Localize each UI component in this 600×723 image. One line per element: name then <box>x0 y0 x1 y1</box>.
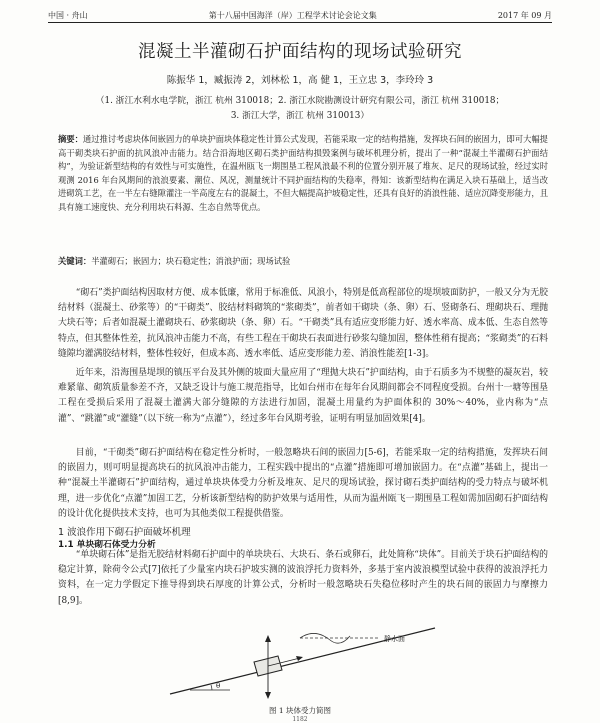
figure-caption: 图 1 块体受力简图 <box>268 706 332 715</box>
header-rule <box>48 22 552 23</box>
abstract-text: 通过推讨考虑块体间嵌固力的单块护面块体稳定性计算公式发现，若能采取一定的结构措施，发挥块石间的嵌固力，即可大幅提高干砌类块石护面的抗风浪冲击能力。结合沿海地区砌石类护面结构损毁案例与破坏机理分析，提出了一种“混凝土半灌砌石护面结构”，为验证新型结构的有效性与可实施性，在温州瓯飞一期围垦工程风浪最不利的位置分别开展了堆灰、足尺的现场试验，经过实时观测 2016 年台风期间的浪浪要素、潮位、风况，测量统计不同护面结构的失稳率，得知：该新型结构在满足入块石基础上，适当改进砌筑工艺，在一半左右缝隙灌注一半高度左右的混凝土，不但大幅提高护坡稳定性，还具有良好的消浪性能、适应沉降变形能力，且具有施工速度快、充分利用块石料源、生态自然等优点。 <box>58 134 548 212</box>
section-heading-1-1: 1.1 单块砌石体受力分析 <box>58 540 156 550</box>
paper-title: 混凝土半灌砌石护面结构的现场试验研究 <box>138 42 462 62</box>
body-paragraph-3: 目前，“干砌类”砌石护面结构在稳定性分析时，一般忽略块石间的嵌固力[5-6]，若能采取一定的结构措施，发挥块石间的嵌固力，则可明显提高块石的抗风浪冲击能力，工程实践中提出的“点灌”措施即可增加嵌固力。在“点灌”基础上，提出一种“混凝土半灌砌石”护面结构，通过单块块体受力分析及堆灰、足尺的现场试验，探讨砌石类护面结构的受力特点与破坏机理，进一步优化“点灌”加固工艺，分析该新型结构的防护效果与适用性，从而为温州瓯飞一期围垦工程如需加固砌石护面结构的设计优化提供技术支持，也可为其他类似工程提供借鉴。 <box>58 448 548 519</box>
body-paragraph-2: 近年来，沿海围垦堤坝的镇压平台及其外侧的坡面大量应用了“理抛大块石”护面结构，由于石质多为不规整的凝灰岩，较难紧靠、砌筑质量参差不齐，又缺乏设计与施工规范指导，比如台州市在每年台风期间都会不同程度受损。台州十一塘等围垦工程在受损后采用了混凝土灌满大部分缝隙的方法进行加固，混凝土用量约为护面体积的 30%～40%，业内称为“点灌”、“跳灌”或“灌缝”（以下统一称为“点灌”），经过多年台风期考验，证明有明显加固效果[4]。 <box>58 368 548 424</box>
keywords-text: 半灌砌石；嵌固力；块石稳定性；消浪护面；现场试验 <box>91 256 291 266</box>
author-list: 陈振华 1，臧振涛 2，刘林松 1，高 健 1，王立忠 3，李玲玲 3 <box>166 75 434 86</box>
force-diagram <box>150 598 450 706</box>
body-paragraph-1: “砌石”类护面结构因取材方便、成本低廉，常用于标准低、风浪小，特别是低高程部位的堤坝坡面防护，一般又分为无胶结材料（混凝土、砂浆等）的“干砌类”、胶结材料砌筑的“浆砌类”，前者如干砌块（条、卵）石、竖砌条石、理砌块石、理抛大块石等；后者如混凝土灌砌块石、砂浆砌块（条、卵）石。“干砌类”具有适应变形能力好、透水率高、成本低、生态自然等特点，但其整体性差，抗风浪冲击能力不高，有些工程在干砌块石表面进行砂浆勾缝加固，整体性稍有提高；“浆砌类”的石料缝隙均灌满胶结材料，整体性较好，但成本高、透水率低、适应变形能力差、消浪性能差[1-3]。 <box>58 288 548 359</box>
arrow-head-slope <box>296 656 303 661</box>
affiliation-line-2: 3. 浙江大学，浙江 杭州 310013） <box>230 111 370 121</box>
abstract-label: 摘要： <box>58 134 83 144</box>
section-heading-1: 1 波浪作用下砌石护面破坏机理 <box>58 527 191 538</box>
header-proceedings: 第十八届中国海洋（岸）工程学术讨论会论文集 <box>208 10 377 20</box>
affiliation-line-1: （1. 浙江水利水电学院，浙江 杭州 310018；2. 浙江水院勘测设计研究有限公司，浙江 杭州 310018； <box>95 96 505 106</box>
body-paragraph-4: “单块砌石体”是指无胶结材料砌石护面中的单块块石、大块石、条石或卵石，此处简称“块体”。目前关于块石护面结构的稳定计算，除荷令公式[7]依托了少量室内块石护坡实测的波浪浮托力资料外，多基于室内波浪模型试验中获得的波浪浮托力资料，在一定力学假定下推导得到块石厚度的计算公式，分析时一般忽略块石失稳位移时产生的块石间的嵌固力与摩擦力[8,9]。 <box>58 550 548 606</box>
angle-label: θ <box>216 682 221 690</box>
abstract <box>58 133 548 253</box>
arrow-head-down <box>265 692 271 699</box>
page-number: 1182 <box>292 716 308 723</box>
figure-1 <box>150 598 450 706</box>
running-header <box>48 8 552 22</box>
keywords-label: 关键词： <box>58 256 92 266</box>
still-water-label: 静水面 <box>384 635 405 643</box>
header-date: 2017 年 09 月 <box>497 10 552 20</box>
angle-arc <box>211 685 212 690</box>
header-location: 中国 · 舟山 <box>48 10 88 20</box>
arrow-head-up <box>265 635 271 642</box>
keywords <box>58 255 548 269</box>
